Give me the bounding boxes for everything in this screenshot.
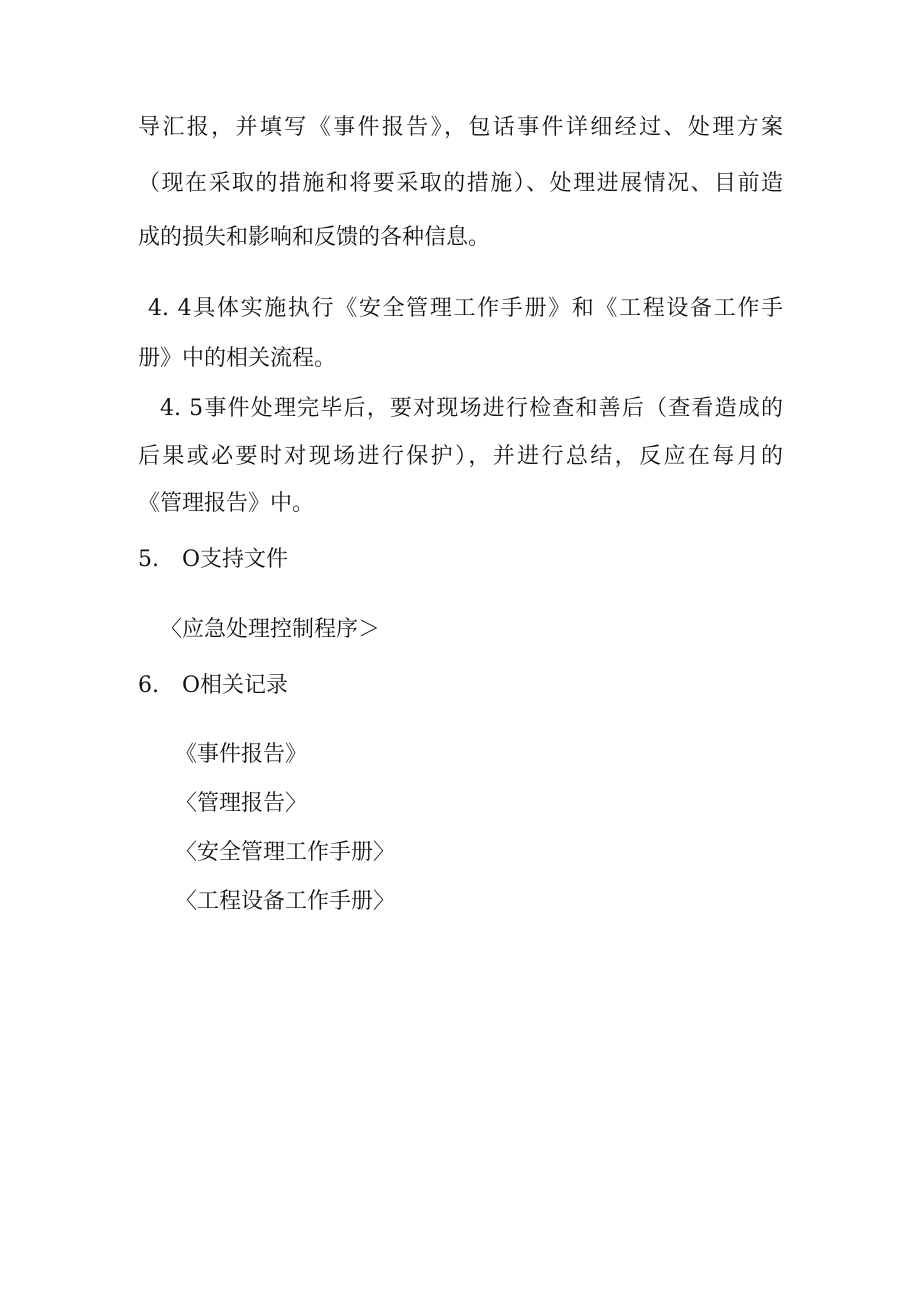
section-title: O支持文件 xyxy=(182,547,289,572)
section-6-heading xyxy=(138,672,288,700)
record-item: 〈安全管理工作手册〉 xyxy=(175,840,396,865)
section-5-heading xyxy=(138,546,288,574)
item-4-4-line: 4. 4具体实施执行《安全管理工作手册》和《工程设备工作手 xyxy=(148,296,783,321)
section-title: O相关记录 xyxy=(182,673,289,698)
item-4-4-line: 册》中的相关流程。 xyxy=(138,346,337,371)
paragraph-line: 成的损失和影响和反馈的各种信息。 xyxy=(138,225,491,250)
record-item: 《事件报告》 xyxy=(175,742,308,767)
support-document-item: 〈应急处理控制程序＞ xyxy=(160,617,381,642)
paragraph-line: 导汇报，并填写《事件报告》，包话事件详细经过、处理方案 xyxy=(138,115,783,140)
item-4-5-line: 《管理报告》中。 xyxy=(138,491,315,516)
item-4-5-line: 4. 5事件处理完毕后，要对现场进行检查和善后（查看造成的 xyxy=(160,396,783,421)
record-item: 〈工程设备工作手册〉 xyxy=(175,889,396,914)
paragraph-line: （现在采取的措施和将要采取的措施）、处理进展情况、目前造 xyxy=(138,171,783,196)
section-number: 5. xyxy=(138,547,159,572)
record-item: 〈管理报告〉 xyxy=(175,791,308,816)
item-4-5-line: 后果或必要时对现场进行保护），并进行总结，反应在每月的 xyxy=(138,444,783,469)
section-number: 6. xyxy=(138,673,159,698)
